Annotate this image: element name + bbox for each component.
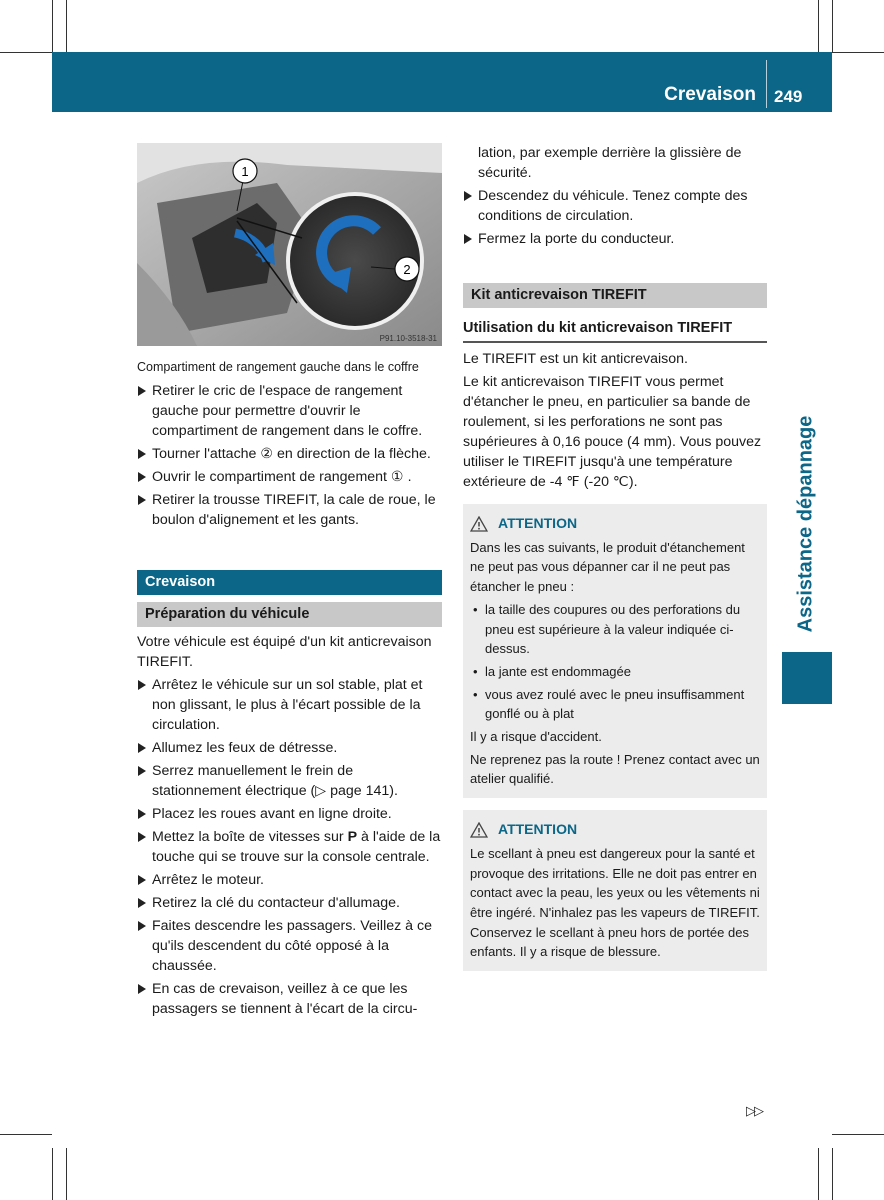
arrow-bullet-icon [138, 898, 146, 908]
figure-caption: Compartiment de rangement gauche dans le coffre [137, 360, 419, 374]
chapter-tab-label: Assistance dépannage [794, 415, 817, 633]
crop-mark [66, 0, 67, 52]
arrow-bullet-icon [138, 984, 146, 994]
body-text: Le kit anticrevaison TIREFIT vous permet d'étancher le pneu, en particulier sa bande de roulement, si les perforations ne sont pas supérieures à 0,16 pouce (4 mm). Vous pouvez utiliser le TIREFIT jusqu'à une température extérieure de -4 ℉ (-20 ℃). [463, 374, 762, 490]
arrow-bullet-icon [138, 495, 146, 505]
arrow-bullet-icon [138, 875, 146, 885]
section-heading: Crevaison [137, 570, 442, 595]
left-column [137, 357, 442, 1019]
warning-bullet: • la jante est endommagée [470, 662, 760, 682]
arrow-bullet-icon [138, 472, 146, 482]
warning-text: Le scellant à pneu est dangereux pour la santé et provoque des irritations. Elle ne doit pas entrer en contact avec la peau, les yeux ou les vêtements ni être ingéré. N'inhalez pas les vapeurs de TIREFIT. Conservez le scellant à pneu hors de portée des enfants. Il y a risque de blessure. [470, 845, 760, 960]
step-item: Fermez la porte du conducteur. [463, 229, 767, 249]
step-item: Ouvrir le compartiment de rangement ① . [137, 467, 442, 487]
arrow-bullet-icon [464, 234, 472, 244]
arrow-bullet-icon [138, 743, 146, 753]
warning-bullet: • la taille des coupures ou des perforations du pneu est supérieure à la valeur indiquée ci-dessus. [470, 600, 760, 659]
arrow-bullet-icon [138, 386, 146, 396]
step-item: Mettez la boîte de vitesses sur P à l'aide de la touche qui se trouve sur la console centrale. [137, 827, 442, 867]
warning-heading: ATTENTION [470, 820, 760, 840]
crop-mark [832, 52, 884, 53]
continued-text: lation, par exemple derrière la glissière de sécurité. [478, 145, 742, 181]
crop-mark [832, 1134, 884, 1135]
step-item: Arrêtez le moteur. [137, 870, 442, 890]
warning-box [463, 504, 767, 798]
step-item: Faites descendre les passagers. Veillez à ce qu'ils descendent du côté opposé à la chaussée. [137, 916, 442, 976]
arrow-bullet-icon [138, 809, 146, 819]
continued-next-page-mark: ▷▷ [746, 1103, 762, 1118]
arrow-bullet-icon [138, 449, 146, 459]
warning-bullet: • vous avez roulé avec le pneu insuffisamment gonflé ou à plat [470, 685, 760, 724]
page-title: Crevaison [664, 84, 756, 105]
figure-code: P91.10-3518-31 [379, 334, 437, 343]
body-text: Le TIREFIT est un kit anticrevaison. [463, 351, 688, 367]
crop-mark [832, 0, 833, 52]
step-item: Allumez les feux de détresse. [137, 738, 442, 758]
step-item: Tourner l'attache ② en direction de la flèche. [137, 444, 442, 464]
subsection-heading: Préparation du véhicule [137, 602, 442, 627]
crop-mark [66, 1148, 67, 1200]
crop-mark [0, 52, 52, 53]
warning-box [463, 810, 767, 971]
header-divider [766, 60, 767, 108]
right-column [463, 143, 767, 971]
crop-mark [52, 0, 53, 52]
arrow-bullet-icon [138, 766, 146, 776]
warning-text: Dans les cas suivants, le produit d'étanchement ne peut pas vous dépanner car il ne peut pas étancher le pneu : [470, 539, 745, 595]
arrow-bullet-icon [138, 921, 146, 931]
intro-text: Votre véhicule est équipé d'un kit anticrevaison TIREFIT. [137, 634, 432, 670]
trunk-compartment-photo [137, 143, 442, 346]
arrow-bullet-icon [464, 191, 472, 201]
crop-mark [818, 0, 819, 52]
step-item: Retirer la trousse TIREFIT, la cale de roue, le boulon d'alignement et les gants. [137, 490, 442, 530]
trunk-illustration [137, 143, 442, 346]
step-item: En cas de crevaison, veillez à ce que les passagers se tiennent à l'écart de la circu- [137, 979, 442, 1019]
crop-mark [52, 1148, 53, 1200]
warning-text: Ne reprenez pas la route ! Prenez contact avec un atelier qualifié. [470, 751, 760, 787]
warning-triangle-icon [470, 516, 488, 532]
warning-triangle-icon [470, 822, 488, 838]
crop-mark [832, 1148, 833, 1200]
warning-text: Il y a risque d'accident. [470, 729, 602, 745]
subsection-heading: Utilisation du kit anticrevaison TIREFIT [463, 318, 767, 343]
arrow-bullet-icon [138, 832, 146, 842]
step-item: Descendez du véhicule. Tenez compte des conditions de circulation. [463, 186, 767, 226]
step-item: Arrêtez le véhicule sur un sol stable, plat et non glissant, le plus à l'écart possible de la circulation. [137, 675, 442, 735]
arrow-bullet-icon [138, 680, 146, 690]
section-heading: Kit anticrevaison TIREFIT [463, 283, 767, 308]
step-item: Retirez la clé du contacteur d'allumage. [137, 893, 442, 913]
crop-mark [818, 1148, 819, 1200]
crop-mark [0, 1134, 52, 1135]
chapter-tab-marker [782, 652, 832, 704]
callout-2: 2 [403, 262, 411, 277]
step-item: Retirer le cric de l'espace de rangement gauche pour permettre d'ouvrir le compartiment de rangement dans le coffre. [137, 381, 442, 441]
page-number: 249 [774, 87, 803, 106]
step-item: Placez les roues avant en ligne droite. [137, 804, 442, 824]
callout-1: 1 [241, 164, 249, 179]
step-item: Serrez manuellement le frein de stationnement électrique (▷ page 141). [137, 761, 442, 801]
warning-heading: ATTENTION [470, 514, 760, 534]
